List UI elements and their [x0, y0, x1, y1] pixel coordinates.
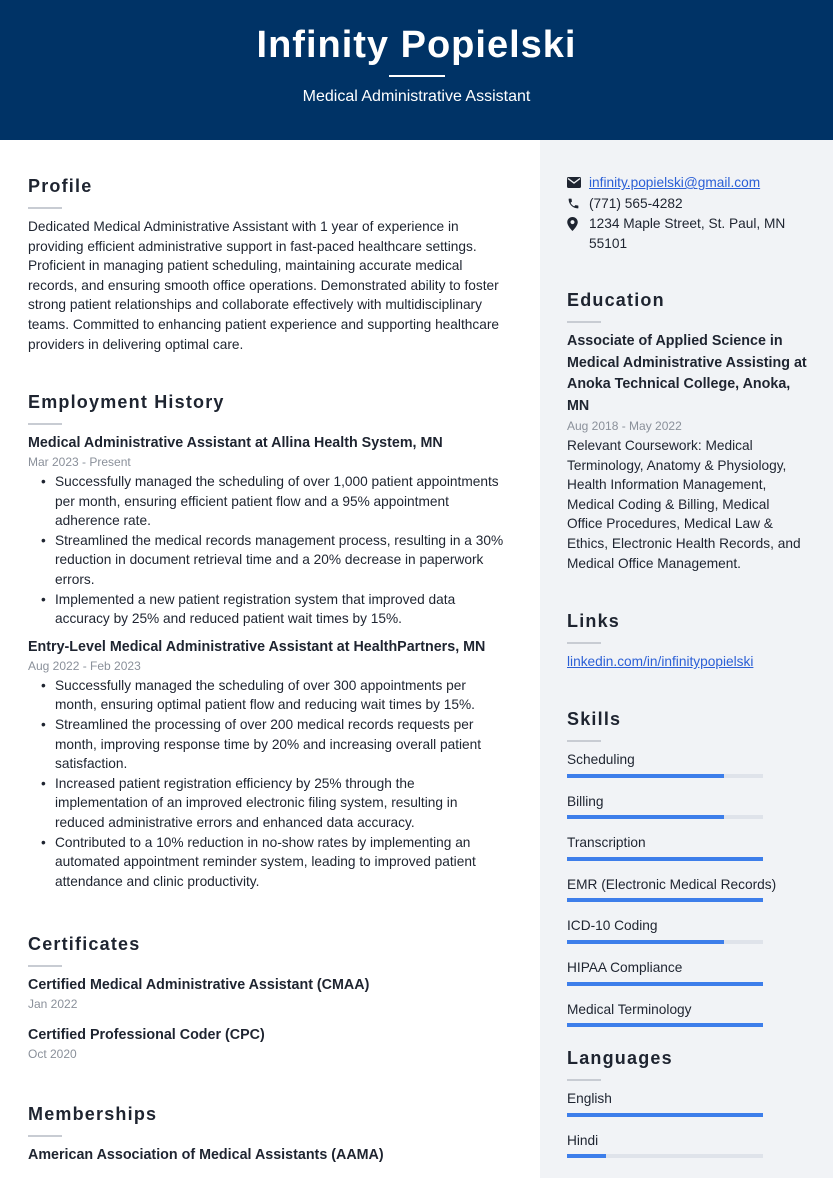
resume-header [0, 0, 833, 140]
language-item [567, 1131, 807, 1159]
certificate-entry [28, 1025, 510, 1062]
skill-item [567, 916, 807, 944]
section-title-links: Links [567, 611, 621, 631]
skill-item-label: EMR (Electronic Medical Records) [567, 876, 777, 892]
skill-item-level-track [567, 815, 763, 819]
skill-item-label: HIPAA Compliance [567, 959, 683, 975]
map-pin-icon [567, 214, 589, 234]
bullet-item: • Streamlined the medical records management process, resulting in a 30% reduction in document retrieval time and a 20% decrease in paperwork errors. [28, 531, 510, 590]
job-entry [28, 637, 510, 892]
bullet-item: • Successfully managed the scheduling of over 1,000 patient appointments per month, ensuring efficient patient flow and a 95% appointment adherence rate. [28, 472, 510, 531]
contact-email-row [567, 173, 807, 193]
degree-title: Associate of Applied Science in Medical Administrative Assisting at Anoka Technical College, Anoka, MN [567, 333, 807, 414]
language-item-level-fill [567, 1154, 606, 1158]
bullet-item: • Streamlined the processing of over 200 medical records requests per month, improving response time by 20% and increasing overall patient satisfaction. [28, 715, 510, 774]
job-bullets [28, 472, 510, 629]
skill-item-level-fill [567, 1023, 763, 1027]
job-title-subtitle: Medical Administrative Assistant [302, 88, 531, 105]
language-item-level-track [567, 1154, 763, 1158]
skill-item-level-fill [567, 774, 724, 778]
section-divider [28, 1135, 62, 1137]
skill-item-level-track [567, 898, 763, 902]
language-item-level-fill [567, 1113, 763, 1117]
section-title-languages: Languages [567, 1048, 673, 1068]
certificate-date: Jan 2022 [28, 997, 78, 1011]
section-title-memberships: Memberships [28, 1104, 158, 1124]
skill-item-level-track [567, 940, 763, 944]
contact-phone-row [567, 194, 807, 214]
certificate-name: Certified Professional Coder (CPC) [28, 1027, 265, 1043]
profile-section [28, 176, 510, 354]
contact-section [567, 173, 807, 253]
name-underline [389, 75, 445, 77]
education-section [567, 290, 807, 573]
skills-list [567, 750, 807, 1027]
skill-item [567, 958, 807, 986]
certificates-section [28, 934, 510, 1062]
skill-item-level-track [567, 857, 763, 861]
skill-item-level-fill [567, 898, 763, 902]
contact-address-row [567, 214, 807, 253]
section-title-education: Education [567, 290, 665, 310]
section-divider [567, 1079, 601, 1081]
links-section [567, 611, 807, 672]
envelope-icon [567, 173, 589, 193]
certificate-date: Oct 2020 [28, 1047, 77, 1061]
skill-item [567, 875, 807, 903]
education-description: Relevant Coursework: Medical Terminology, Anatomy & Physiology, Health Information Management, Medical Coding & Billing, Medical Office Procedures, Medical Law & Ethics, Electronic Health Records, and Medical Office Management. [567, 438, 801, 571]
skill-item-label: Scheduling [567, 752, 635, 767]
section-title-employment: Employment History [28, 392, 225, 412]
section-divider [28, 207, 62, 209]
skill-item-label: Billing [567, 793, 604, 809]
skill-item [567, 1000, 807, 1028]
linkedin-link[interactable]: linkedin.com/in/infinitypopielski [567, 654, 754, 669]
skill-item-level-track [567, 774, 763, 778]
employment-section [28, 392, 510, 891]
phone-text: (771) 565-4282 [589, 195, 683, 211]
skill-item [567, 750, 807, 778]
languages-section [567, 1048, 807, 1172]
skill-item-level-fill [567, 815, 724, 819]
job-bullets [28, 676, 510, 892]
language-item-level-track [567, 1113, 763, 1117]
skill-item-label: Medical Terminology [567, 1001, 692, 1017]
address-text: 1234 Maple Street, St. Paul, MN 55101 [589, 216, 786, 251]
skills-section [567, 709, 807, 1041]
certificate-entry [28, 975, 510, 1012]
memberships-section [28, 1104, 510, 1165]
language-item [567, 1089, 807, 1117]
section-title-skills: Skills [567, 709, 622, 729]
section-divider [567, 321, 601, 323]
education-dates: Aug 2018 - May 2022 [567, 419, 682, 433]
bullet-item: • Implemented a new patient registration system that improved data accuracy by 25% and reduced patient wait times by 15%. [28, 590, 510, 629]
phone-icon [567, 194, 589, 214]
skill-item-level-fill [567, 940, 724, 944]
section-divider [567, 642, 601, 644]
skill-item-level-fill [567, 857, 763, 861]
skill-item-level-track [567, 982, 763, 986]
language-item-label: Hindi [567, 1132, 599, 1148]
job-title: Medical Administrative Assistant at Allina Health System, MN [28, 435, 443, 451]
languages-list [567, 1089, 807, 1158]
job-dates: Aug 2022 - Feb 2023 [28, 658, 141, 673]
section-title-profile: Profile [28, 176, 93, 196]
skill-item-level-fill [567, 982, 763, 986]
bullet-item: • Increased patient registration efficiency by 25% through the implementation of an improved electronic filing system, resulting in reduced administrative errors and enhanced data accuracy. [28, 774, 510, 833]
skill-item [567, 833, 807, 861]
job-title: Entry-Level Medical Administrative Assistant at HealthPartners, MN [28, 638, 486, 655]
section-divider [28, 965, 62, 967]
section-divider [567, 740, 601, 742]
skill-item-label: Transcription [567, 835, 646, 851]
skill-item-label: ICD-10 Coding [567, 918, 658, 934]
bullet-item: • Contributed to a 10% reduction in no-show rates by implementing an automated appointment reminder system, leading to improved patient attendance and clinic productivity. [28, 833, 510, 892]
skill-item-level-track [567, 1023, 763, 1027]
bullet-item: • Successfully managed the scheduling of over 300 appointments per month, ensuring optimal patient flow and reducing wait times by 15%. [28, 676, 510, 715]
candidate-name: Infinity Popielski [256, 24, 577, 66]
email-link[interactable]: infinity.popielski@gmail.com [589, 175, 761, 190]
certificate-name: Certified Medical Administrative Assistant (CMAA) [28, 977, 370, 993]
language-item-label: English [567, 1091, 612, 1106]
job-dates: Mar 2023 - Present [28, 455, 131, 469]
section-title-certificates: Certificates [28, 934, 141, 954]
section-divider [28, 423, 62, 425]
job-entry [28, 433, 510, 629]
profile-text: Dedicated Medical Administrative Assistant with 1 year of experience in providing efficient administrative support in fast-paced healthcare settings. Proficient in managing patient scheduling, maintaining accurate medical records, and ensuring smooth office operations. Demonstrated ability to foster strong patient relationships and collaborate effectively with multidisciplinary teams. Committed to enhancing patient experience and supporting healthcare providers in delivering optimal care. [28, 219, 499, 352]
membership-item: American Association of Medical Assistants (AAMA) [28, 1147, 384, 1163]
skill-item [567, 792, 807, 820]
